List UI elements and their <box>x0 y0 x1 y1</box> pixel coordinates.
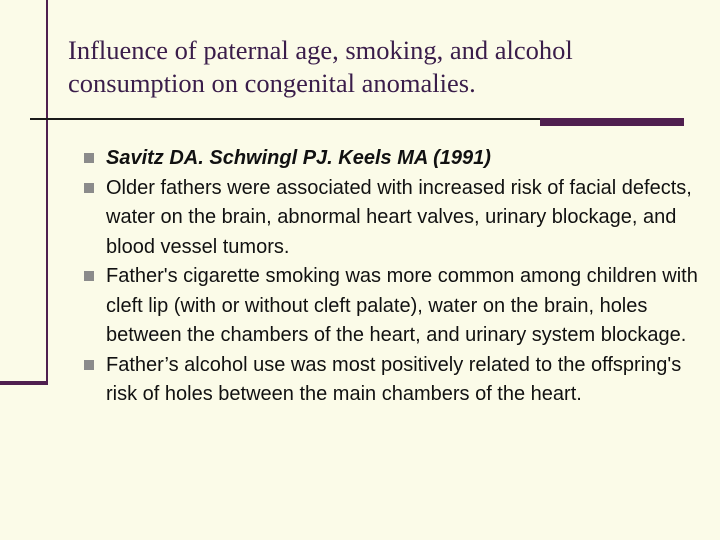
bullet-text: Savitz DA. Schwingl PJ. Keels MA (1991) <box>106 147 491 169</box>
bullet-smoking <box>84 262 704 351</box>
left-vertical-rule <box>46 0 48 384</box>
bullet-paternal-age <box>84 174 704 263</box>
bullet-text: Father's cigarette smoking was more common among children with cleft lip (with or without cleft palate), water on the brain, holes between the chambers of the heart, and urinary system blockage. <box>106 265 698 346</box>
bullet-citation <box>84 144 704 174</box>
left-accent-bar <box>0 381 48 385</box>
square-bullet-icon <box>84 271 94 281</box>
square-bullet-icon <box>84 153 94 163</box>
bullet-alcohol <box>84 351 704 410</box>
square-bullet-icon <box>84 360 94 370</box>
square-bullet-icon <box>84 183 94 193</box>
bullet-list <box>84 144 704 410</box>
title-underline-accent <box>540 118 684 126</box>
bullet-text: Older fathers were associated with increased risk of facial defects, water on the brain, abnormal heart valves, urinary blockage, and blood vessel tumors. <box>106 176 692 258</box>
bullet-text: Father’s alcohol use was most positively related to the offspring's risk of holes between the main chambers of the heart. <box>106 353 682 405</box>
slide-title: Influence of paternal age, smoking, and alcohol consumption on congenital anomalies. <box>68 35 573 98</box>
